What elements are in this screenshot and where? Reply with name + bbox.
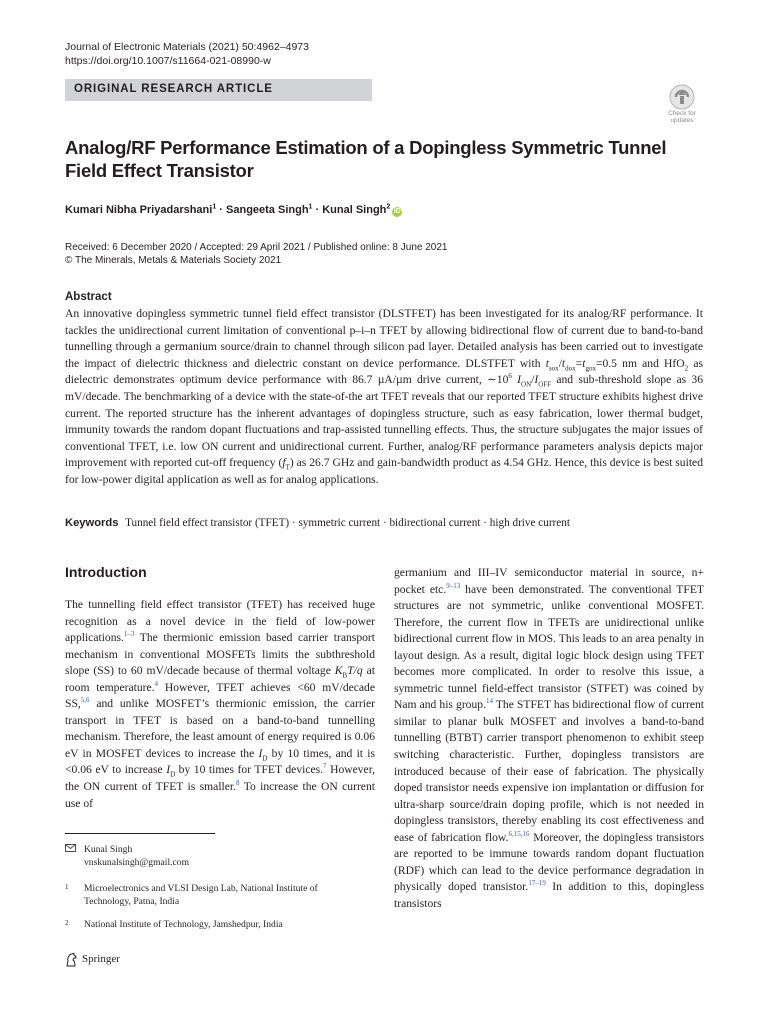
article-type-banner bbox=[65, 79, 372, 101]
author-affiliation-mark: 1 bbox=[308, 203, 313, 211]
reference-link[interactable]: 17–19 bbox=[528, 879, 546, 888]
reference-link[interactable]: 9–13 bbox=[446, 581, 461, 590]
body-column-right: germanium and III–IV semiconductor material in source, n+ pocket etc.$^{9-13}$ have been demonstrated. The conventional TFET structures are not symmetric, unlike conventional MOSFET. Therefore, the current flow in TFETs are unidirectional unlike bidirectional current flow in MOS. This leads to an area penalty in layout design. As a result, digital logic block design using TFET becomes more complicated. In order to resolve this issue, a symmetric tunnel field-effect transistor (STFET) was coined by Nam and his group.$^{14}$ The STFET has bidirectional flow of current similar to planar bulk MOSFET and involves a band-to-band tunnelling (BTBT) carrier transport phenomenon to exhibit steep switching characteristic. Further, dopingless transistors are introduced because of their ease of fabrication. The physically doped transistor needs expensive ion implantation or diffusion for ultra-sharp source/drain doping profile, which is not needed in dopingless transistors, thereby enabling its cost effectiveness and ease of fabrication flow.$^{6,15,16}$ Moreover, the dopingless transistors are reported to be immune towards random dopant fluctuation (RDF) which can lead to the device performance degradation in physically doped transistor.$^{17-19}$ In addition to this, dopingless transistors bbox=[394, 566, 705, 910]
reference-link[interactable]: 7 bbox=[323, 762, 327, 771]
paper-title: Analog/RF Performance Estimation of a Dopingless Symmetric Tunnel Field Effect Transistor bbox=[65, 137, 667, 181]
check-updates-icon bbox=[669, 84, 695, 110]
affiliation-number: 1 bbox=[65, 883, 69, 891]
reference-link[interactable]: 1–3 bbox=[123, 630, 135, 639]
author-affiliation-mark: 1 bbox=[212, 203, 217, 211]
reference-link[interactable]: 5,6 bbox=[80, 696, 90, 705]
abstract-heading: Abstract bbox=[65, 291, 112, 303]
affiliation-text: Microelectronics and VLSI Design Lab, National Institute of Technology, Patna, India bbox=[84, 883, 318, 907]
author-list bbox=[65, 204, 402, 217]
introduction-heading: Introduction bbox=[65, 564, 147, 580]
author-name: Kumari Nibha Priyadarshani bbox=[65, 204, 213, 216]
copyright-line: © The Minerals, Metals & Materials Society 2021 bbox=[65, 255, 282, 266]
keywords-text: Tunnel field effect transistor (TFET) · symmetric current · bidirectional current · high drive current bbox=[125, 517, 570, 529]
author-affiliation-mark: 2 bbox=[386, 203, 391, 211]
journal-citation bbox=[65, 40, 309, 68]
check-updates-line1: Check for bbox=[668, 110, 696, 117]
footnote-divider bbox=[65, 833, 215, 834]
envelope-icon bbox=[65, 844, 76, 852]
keywords-label: Keywords bbox=[65, 517, 119, 529]
corresponding-author-name: Kunal Singh bbox=[84, 844, 133, 855]
check-updates-line2: updates bbox=[670, 117, 694, 124]
doi-link[interactable]: https://doi.org/10.1007/s11664-021-08990-w bbox=[65, 55, 271, 67]
affiliation-number: 2 bbox=[65, 919, 69, 927]
springer-horse-icon bbox=[65, 953, 78, 967]
article-type-label: ORIGINAL RESEARCH ARTICLE bbox=[74, 83, 273, 95]
publication-history bbox=[65, 241, 447, 267]
author-name: Kunal Singh bbox=[322, 204, 387, 216]
reference-link[interactable]: 4 bbox=[154, 679, 159, 688]
check-for-updates-badge[interactable] bbox=[662, 84, 702, 124]
author-separator: · bbox=[312, 204, 323, 216]
corresponding-author-email[interactable]: vnskunalsingh@gmail.com bbox=[84, 857, 190, 868]
author-separator: · bbox=[216, 204, 227, 216]
affiliation-text: National Institute of Technology, Jamshedpur, India bbox=[84, 919, 283, 930]
body-column-left: The tunnelling field effect transistor (TFET) has received huge recognition as a novel device in the field of low-power applications.$^{1-3}$ The thermionic emission based carrier transport mechanism in conventional MOSFETs limits the subthreshold slope (SS) to 60 mV/decade because of thermal voltage $K_BT/q$ at room temperature.$^4$ However, TFET achieves <60 mV/decade SS,$^{5,6}$ and unlike MOSFET’s thermionic emission, the carrier transport in TFET is based on a band-to-band tunnelling mechanism. Therefore, the least amount of energy required is 0.06 eV in MOSFET devices to increase the $I_D$ by 10 times, and it is <0.06 eV to increase $I_D$ by 10 times for TFET devices.$^7$ However, the ON current of TFET is smaller.$^8$ To increase the ON current use of bbox=[65, 598, 375, 810]
orcid-icon[interactable]: iD bbox=[393, 208, 401, 215]
reference-link[interactable]: 14 bbox=[485, 697, 493, 706]
journal-reference: Journal of Electronic Materials (2021) 50:4962–4973 bbox=[65, 41, 309, 53]
keywords bbox=[65, 517, 705, 529]
received-accepted-dates: Received: 6 December 2020 / Accepted: 29 April 2021 / Published online: 8 June 2021 bbox=[65, 242, 448, 253]
abstract-text: An innovative dopingless symmetric tunnel field effect transistor (DLSTFET) has been investigated for its analog/RF performance. It tackles the unidirectional current limitation of conventional p–i–n TFET by allowing bidirectional flow of current due to band-to-band tunnelling through a germanium source/drain to channel through silicon pad layer. Detailed analysis has been carried out to investigate the impact of dielectric thickness and dielectric constant on device performance. DLSTFET with $t_{sox}/t_{dox}=t_{gox}=0.5$ nm and HfO$_2$ as dielectric demonstrates optimum device performance with 86.7 µA/µm drive current, $\sim 10^6$ $I_{ON}/I_{OFF}$ and sub-threshold slope as 36 mV/decade. The benchmarking of a device with the state-of-the art TFET reveals that our reported TFET structure exhibits highest drive current. The reported structure has the inherent advantages of dopingless structure, such as easy fabrication, lower thermal budget, immunity towards the random dopant fluctuations and trap-assisted tunnelling effects. Thus, the structure subjugates the major issues of conventional TFET, i.e. low ON current and unidirectional current. Further, analog/RF performance parameters analysis depicts major improvement with reported cut-off frequency $(f_T)$ as 26.7 GHz and gain-bandwidth product as 4.54 GHz. Hence, this device is best suited for low-power digital application as well as for analog applications. bbox=[65, 307, 703, 486]
publisher-name: Springer bbox=[82, 953, 120, 965]
reference-link[interactable]: 8 bbox=[236, 779, 240, 788]
reference-link[interactable]: 6,15,16 bbox=[508, 829, 530, 838]
author-name: Sangeeta Singh bbox=[226, 204, 309, 216]
